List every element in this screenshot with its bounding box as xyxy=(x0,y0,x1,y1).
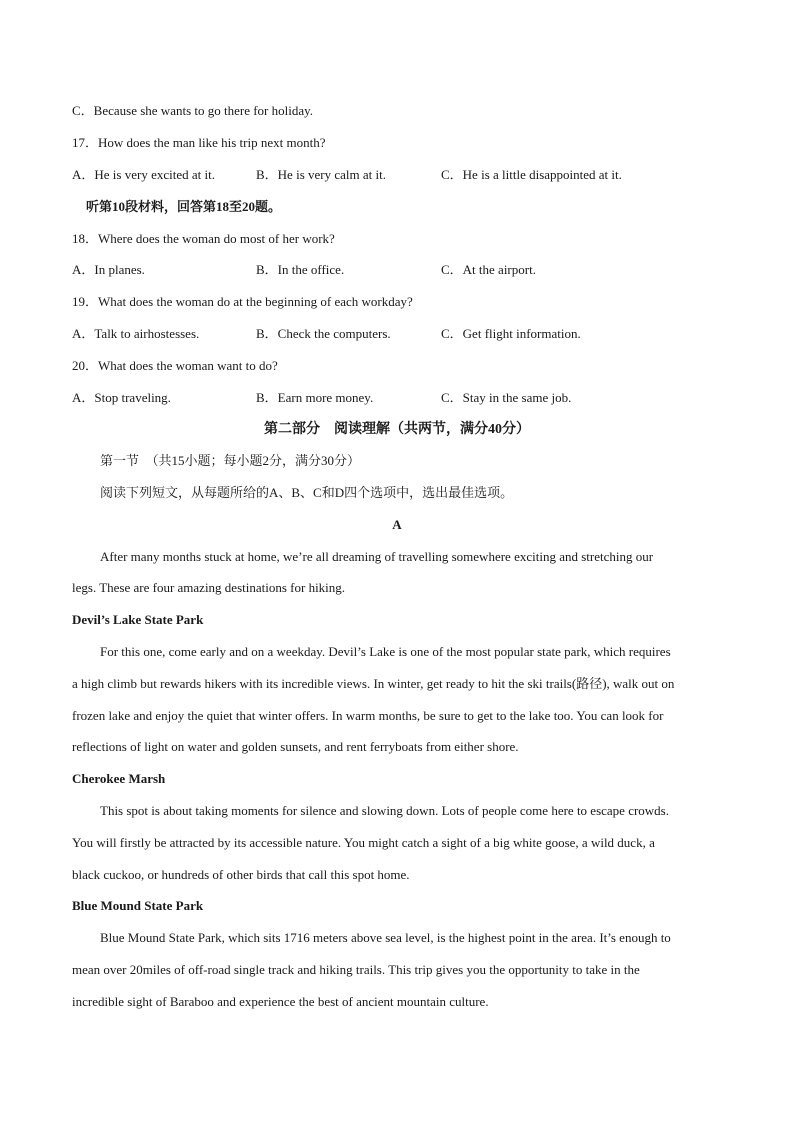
cherokee-line-2: You will firstly be attracted by its accessible nature. You might catch a sight of a big white goose, a wild duck, a xyxy=(72,835,655,850)
cherokee-line-1: This spot is about taking moments for silence and slowing down. Lots of people come here to escape crowds. xyxy=(100,803,669,818)
cherokee-heading: Cherokee Marsh xyxy=(72,771,166,786)
q18-option-c: C．At the airport. xyxy=(441,262,536,277)
q20-question: 20．What does the woman want to do? xyxy=(72,358,278,373)
devils-lake-line-1: For this one, come early and on a weekday. Devil’s Lake is one of the most popular state park, which requires xyxy=(100,644,671,659)
q20-option-c: C．Stay in the same job. xyxy=(441,390,572,405)
blue-mound-heading: Blue Mound State Park xyxy=(72,898,204,913)
q18-option-a: A．In planes. xyxy=(72,262,145,277)
devils-lake-line-2: a high climb but rewards hikers with its incredible views. In winter, get ready to hit the ski trails(路径), walk out on xyxy=(72,676,675,691)
q17-option-b: B．He is very calm at it. xyxy=(256,167,386,182)
blue-mound-line-3: incredible sight of Baraboo and experience the best of ancient mountain culture. xyxy=(72,994,489,1009)
blue-mound-line-1: Blue Mound State Park, which sits 1716 meters above sea level, is the highest point in the area. It’s enough to xyxy=(100,930,671,945)
q20-option-a: A．Stop traveling. xyxy=(72,390,171,405)
q17-option-a: A．He is very excited at it. xyxy=(72,167,215,182)
q19-option-c: C．Get flight information. xyxy=(441,326,581,341)
q17-question: 17．How does the man like his trip next month? xyxy=(72,135,326,150)
q17-option-c: C．He is a little disappointed at it. xyxy=(441,167,622,182)
devils-lake-line-4: reflections of light on water and golden sunsets, and rent ferryboats from either shore. xyxy=(72,739,519,754)
part2-instruction: 阅读下列短文，从每题所给的A、B、C和D四个选项中，选出最佳选项。 xyxy=(100,485,514,500)
intro-line-1: After many months stuck at home, we’re all dreaming of travelling somewhere exciting and stretching our xyxy=(100,549,654,564)
q20-option-b: B．Earn more money. xyxy=(256,390,374,405)
devils-lake-heading: Devil’s Lake State Park xyxy=(72,612,204,627)
cherokee-line-3: black cuckoo, or hundreds of other birds that call this spot home. xyxy=(72,867,410,882)
section10-instruction: 听第10段材料，回答第18至20题。 xyxy=(86,199,282,214)
q18-option-b: B．In the office. xyxy=(256,262,345,277)
q16-option-c: C．Because she wants to go there for holiday. xyxy=(72,103,314,118)
q19-option-b: B．Check the computers. xyxy=(256,326,391,341)
q19-question: 19．What does the woman do at the beginning of each workday? xyxy=(72,294,413,309)
q19-option-a: A．Talk to airhostesses. xyxy=(72,326,200,341)
q18-question: 18．Where does the woman do most of her work? xyxy=(72,231,335,246)
part2-section1: 第一节 （共15小题；每小题2分，满分30分） xyxy=(100,453,361,468)
part2-title: 第二部分 阅读理解（共两节，满分40分） xyxy=(264,422,530,437)
devils-lake-line-3: frozen lake and enjoy the quiet that winter offers. In warm months, be sure to get to the lake too. You can look for xyxy=(72,708,664,723)
passage-label: A xyxy=(392,517,402,532)
blue-mound-line-2: mean over 20miles of off-road single track and hiking trails. This trip gives you the opportunity to take in the xyxy=(72,962,640,977)
intro-line-2: legs. These are four amazing destinations for hiking. xyxy=(72,580,346,595)
